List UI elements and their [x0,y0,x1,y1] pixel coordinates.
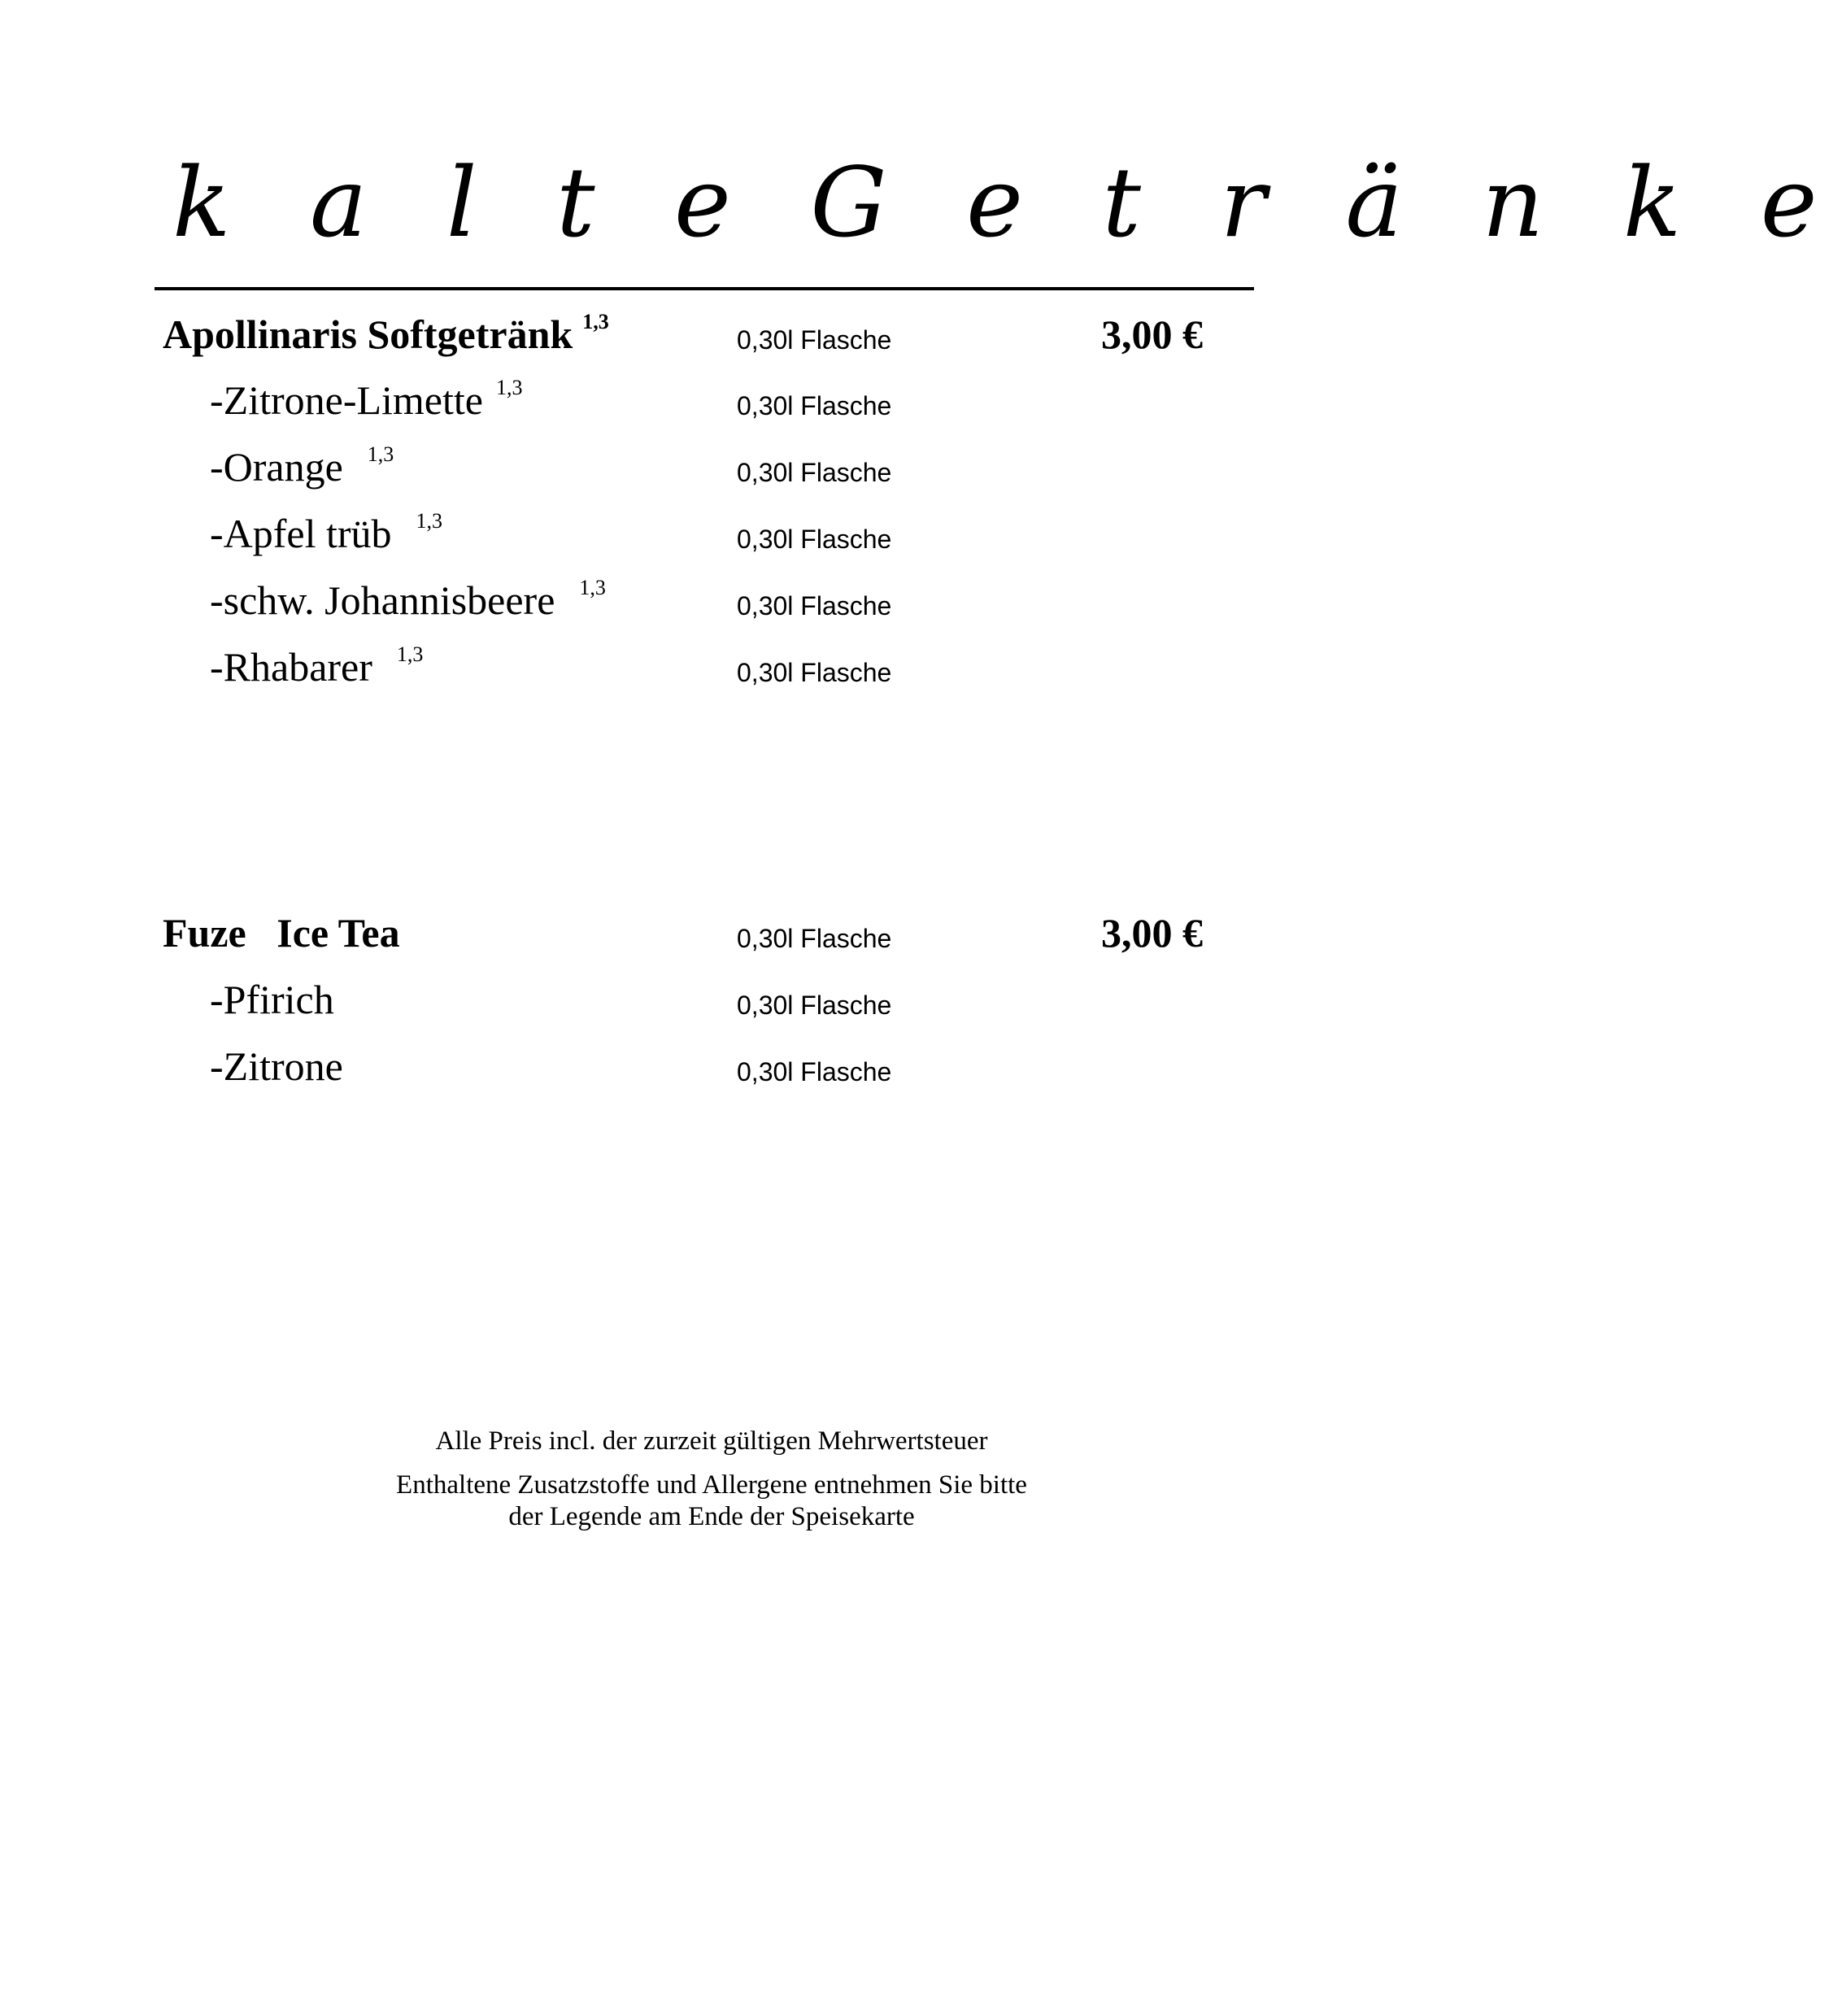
menu-item [0,570,1423,629]
menu-item [0,437,1423,495]
menu-item [0,1036,1423,1095]
serving-size: 0,30l Flasche [737,458,892,487]
footer-tax-note: Alle Preis incl. der zurzeit gültigen Mehrwertsteuer [435,1426,988,1456]
allergen-note: 1,3 [367,442,394,466]
menu-section-header [0,903,1423,961]
item-name: -Pfirich [210,977,334,1022]
footer-allergen-note: Enthaltene Zusatzstoffe und Allergene entnehmen Sie bitte [396,1470,1027,1500]
serving-size: 0,30l Flasche [737,591,892,620]
title-divider [155,287,1254,290]
serving-size: 0,30l Flasche [737,525,892,554]
item-name: -Zitrone-Limette $^{1,3}$ [210,376,523,423]
serving-size: 0,30l Flasche [737,924,892,953]
serving-size: 0,30l Flasche [737,991,892,1020]
menu-item [0,370,1423,429]
menu-item [0,637,1423,695]
menu-item [0,969,1423,1028]
item-name: -Zitrone [210,1043,343,1089]
section-price: 3,00 € [1101,311,1203,357]
serving-size: 0,30l Flasche [737,1057,892,1086]
section-name: Apollinaris Softgetränk $^{1,3}$ [163,310,609,357]
menu-section-header [0,304,1423,363]
serving-size: 0,30l Flasche [737,325,892,355]
allergen-note: 1,3 [582,310,609,333]
allergen-note: 1,3 [416,509,443,533]
serving-size: 0,30l Flasche [737,658,892,687]
serving-size: 0,30l Flasche [737,391,892,420]
section-name: Fuze Ice Tea [163,910,400,956]
section-price: 3,00 € [1101,910,1203,956]
allergen-note: 1,3 [495,376,523,399]
allergen-note: 1,3 [396,642,424,666]
menu-item [0,503,1423,562]
item-name: -Orange $^{1,3}$ [210,442,394,490]
item-name: -Apfel trüb $^{1,3}$ [210,509,443,556]
item-name: -schw. Johannisbeere $^{1,3}$ [210,576,606,623]
menu-title: k a l t e G e t r ä n k e [172,146,1842,259]
item-name: -Rhabarer $^{1,3}$ [210,642,424,690]
footer-allergen-note-cont: der Legende am Ende der Speisekarte [508,1502,915,1531]
allergen-note: 1,3 [579,576,606,599]
